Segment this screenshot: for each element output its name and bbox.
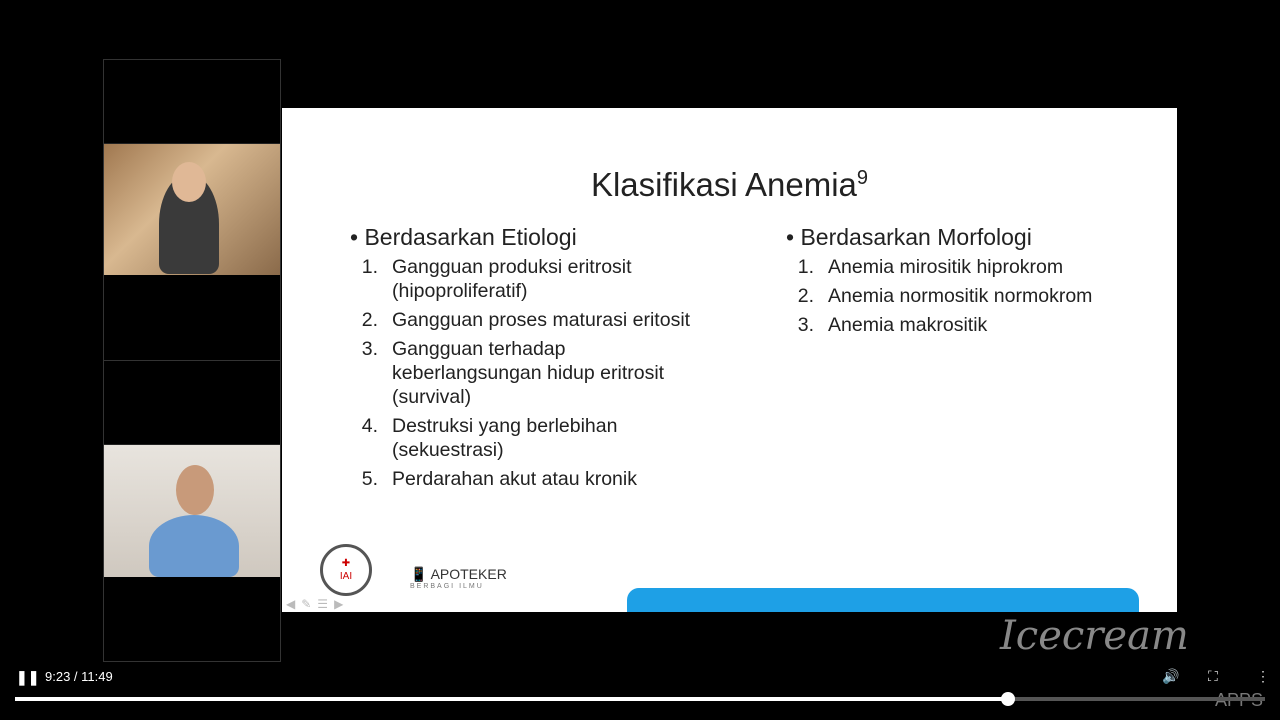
next-arrow-icon[interactable]: ▶	[334, 597, 344, 611]
item-text: Perdarahan akut atau kronik	[392, 468, 637, 490]
pen-icon[interactable]: ✎	[301, 597, 312, 611]
participant-video-1[interactable]	[104, 144, 280, 275]
list-item	[350, 337, 710, 409]
item-number: 5.	[361, 468, 378, 490]
participant-video-2[interactable]	[104, 445, 280, 577]
item-number: 3.	[361, 338, 378, 360]
more-options-icon[interactable]: ⋮	[1256, 668, 1270, 684]
item-text: Gangguan proses maturasi eritosit	[392, 309, 691, 331]
prev-arrow-icon[interactable]: ◀	[286, 597, 296, 611]
participant-figure	[149, 515, 239, 577]
morphology-heading: • Berdasarkan Morfologi	[786, 224, 1032, 250]
participant-tile-empty	[104, 360, 280, 445]
list-item	[786, 284, 1106, 308]
slide-title	[282, 166, 1177, 204]
iai-logo-text: IAI	[339, 571, 353, 582]
accent-bar	[627, 588, 1139, 612]
presentation-slide	[282, 108, 1177, 612]
volume-icon[interactable]: 🔊	[1162, 668, 1180, 684]
etiology-heading: • Berdasarkan Etiologi	[350, 224, 577, 250]
morphology-column	[786, 224, 1106, 342]
etiology-column	[350, 224, 710, 496]
logo-tagline: BERBAGI ILMU	[410, 583, 484, 590]
item-text: Destruksi yang berlebihan (sekuestrasi)	[392, 415, 618, 461]
phone-icon: 📱	[410, 566, 428, 582]
item-text: Gangguan terhadap keberlangsungan hidup eritrosit (survival)	[392, 338, 665, 408]
list-item	[350, 467, 710, 491]
seek-handle[interactable]	[1001, 692, 1015, 706]
item-number: 1.	[361, 256, 378, 278]
time-display: 9:23 / 11:49	[45, 669, 113, 684]
list-item	[786, 313, 1106, 337]
item-number: 2.	[797, 285, 814, 307]
seek-bar[interactable]	[15, 697, 1265, 701]
item-text: Anemia normositik normokrom	[828, 285, 1093, 307]
list-item	[350, 308, 710, 332]
slide-nav	[286, 598, 343, 611]
icecream-watermark	[1000, 614, 1189, 658]
item-text: Anemia makrositik	[828, 314, 988, 336]
list-item	[350, 255, 710, 303]
item-number: 3.	[797, 314, 814, 336]
item-number: 1.	[797, 256, 814, 278]
apoteker-logo	[410, 566, 507, 590]
item-text: Gangguan produksi eritrosit (hipoproliferatif)	[392, 256, 632, 302]
item-number: 2.	[361, 309, 378, 331]
title-text: Klasifikasi Anemia	[590, 166, 857, 203]
seek-progress	[15, 697, 1008, 701]
participants-panel	[103, 59, 281, 662]
player-controls	[0, 660, 1280, 720]
participant-tile-empty	[104, 60, 280, 144]
list-item	[350, 414, 710, 462]
participant-face	[176, 465, 214, 515]
logo-name: APOTEKER	[430, 566, 507, 582]
item-number: 4.	[361, 415, 378, 437]
iai-emblem-icon: ✚	[341, 558, 351, 569]
pause-icon[interactable]: ❚❚	[16, 669, 40, 685]
fullscreen-icon[interactable]: ⛶	[1208, 668, 1218, 684]
list-item	[786, 255, 1106, 279]
iai-logo	[320, 544, 372, 596]
menu-icon[interactable]: ☰	[317, 597, 329, 611]
watermark-brand: Icecream	[1000, 613, 1189, 659]
item-text: Anemia mirositik hiprokrom	[828, 256, 1064, 278]
participant-face	[172, 162, 206, 202]
title-superscript: 9	[856, 167, 869, 189]
